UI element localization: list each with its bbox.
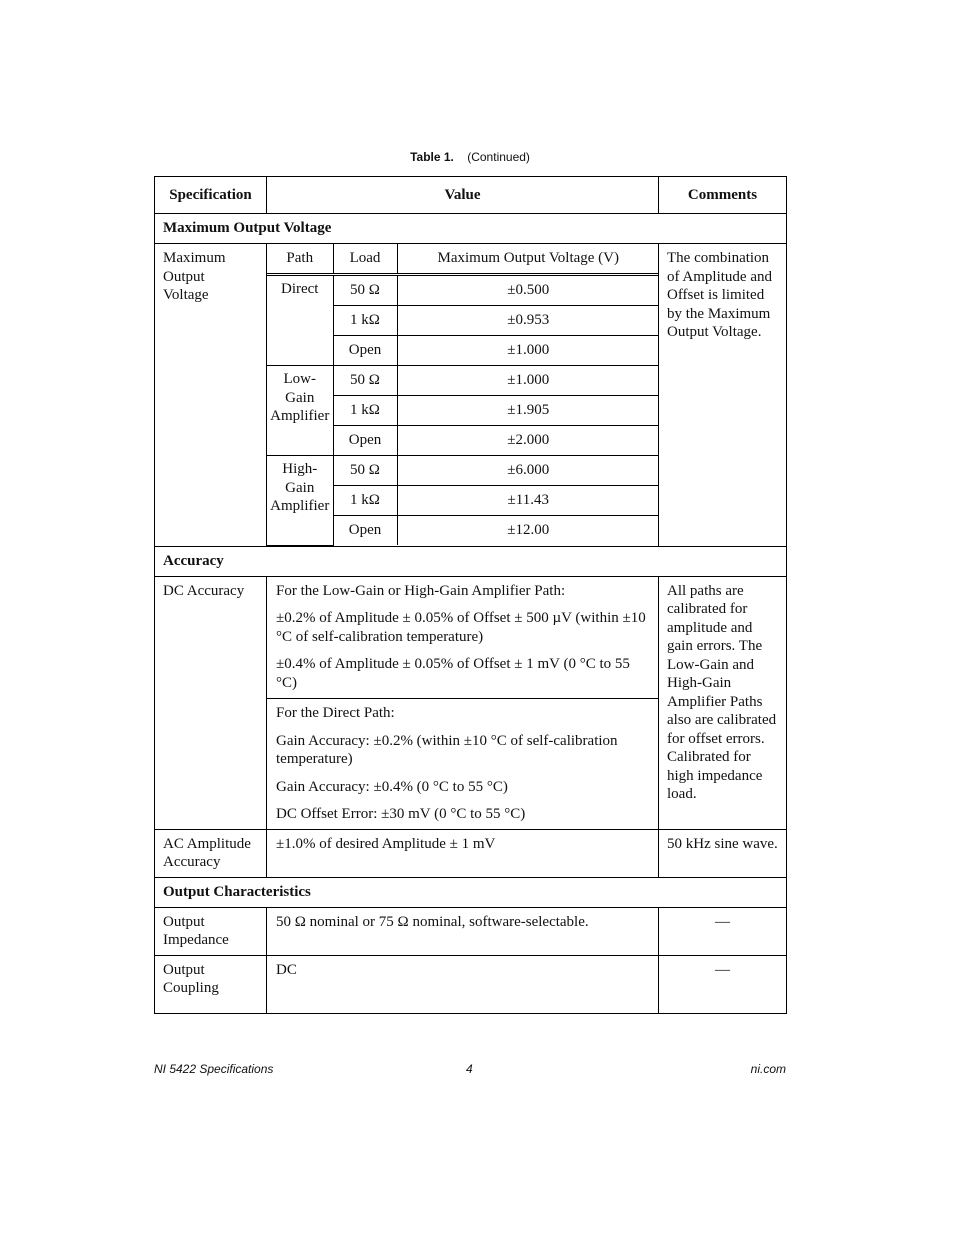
spec-ac-amplitude-accuracy: AC Amplitude Accuracy [155,829,267,877]
section-row [155,214,787,244]
load-cell: 50 Ω [333,275,397,306]
comment-dc-accuracy: All paths are calibrated for amplitude and gain errors. The Low-Gain and High-Gain Amplifier Paths also are calibrated for offset errors. Calibrated for high impedance load. [659,576,787,829]
comment-max-output: The combination of Amplitude and Offset is limited by the Maximum Output Voltage. [659,244,787,547]
spec-table [154,176,787,1014]
table-caption-label: Table 1. [410,150,454,164]
voltage-cell: ±1.000 [397,366,659,396]
header-specification: Specification [155,177,267,214]
spec-dc-accuracy: DC Accuracy [155,576,267,829]
load-cell: Open [333,426,397,456]
amplifier-path-block [267,577,658,700]
section-row [155,877,787,907]
direct-path-intro: For the Direct Path: [276,705,395,721]
subtable-row [267,456,659,486]
footer-document-title: NI 5422 Specifications [154,1062,274,1076]
spec-output-coupling: Output Coupling [155,955,267,1013]
table-row [155,829,787,877]
load-cell: 50 Ω [333,366,397,396]
table-caption-text: (Continued) [467,150,530,164]
path-low-gain-line: Gain [285,389,315,406]
subheader-voltage: Maximum Output Voltage (V) [397,244,659,275]
table-row [155,244,787,547]
path-low-gain-line: Amplifier [270,408,330,424]
direct-path-block [267,699,658,829]
path-direct-label: Direct [281,281,319,297]
header-value: Value [267,177,659,214]
path-high-gain-line: Amplifier [270,498,330,514]
voltage-cell: ±6.000 [397,456,659,486]
voltage-cell: ±0.953 [397,306,659,336]
section-title-output: Output Characteristics [155,877,787,907]
value-ac-amplitude-accuracy: ±1.0% of desired Amplitude ± 1 mV [267,829,659,877]
voltage-subtable-cell [267,244,659,547]
header-comments: Comments [659,177,787,214]
voltage-cell: ±1.905 [397,396,659,426]
comment-ac-amplitude-accuracy: 50 kHz sine wave. [659,829,787,877]
amplifier-path-spec: ±0.2% of Amplitude ± 0.05% of Offset ± 500 µV (within ±10 °C of self-calibration temperature) [276,610,646,645]
voltage-cell: ±2.000 [397,426,659,456]
voltage-cell: ±0.500 [397,275,659,306]
table-caption [0,150,940,164]
path-high-gain [267,456,333,546]
voltage-subtable [267,244,659,546]
load-cell: 1 kΩ [333,306,397,336]
spec-max-output-voltage: Maximum Output Voltage [155,244,267,547]
voltage-cell: ±11.43 [397,486,659,516]
load-cell: Open [333,516,397,546]
direct-path-spec: Gain Accuracy: ±0.2% (within ±10 °C of self-calibration temperature) [276,732,618,767]
section-title-accuracy: Accuracy [155,546,787,576]
direct-path-spec: Gain Accuracy: ±0.4% (0 °C to 55 °C) [276,778,508,795]
voltage-cell: ±12.00 [397,516,659,546]
load-cell: 1 kΩ [333,396,397,426]
table-row [155,576,787,829]
subtable-row [267,366,659,396]
load-cell: Open [333,336,397,366]
load-cell: 1 kΩ [333,486,397,516]
subheader-load: Load [333,244,397,275]
voltage-cell: ±1.000 [397,336,659,366]
load-cell: 50 Ω [333,456,397,486]
path-high-gain-line: High- [282,461,318,477]
spec-output-impedance: Output Impedance [155,907,267,955]
table-header-row [155,177,787,214]
table-row [155,955,787,1013]
subtable-header-row [267,244,659,275]
comment-output-impedance: — [659,907,787,955]
footer-page-number: 4 [466,1062,473,1076]
direct-path-spec: DC Offset Error: ±30 mV (0 °C to 55 °C) [276,806,526,822]
comment-output-coupling: — [659,955,787,1013]
path-direct [267,275,333,366]
section-title-max-output: Maximum Output Voltage [155,214,787,244]
footer-website: ni.com [750,1062,786,1076]
path-high-gain-line: Gain [285,479,315,496]
amplifier-path-spec: ±0.4% of Amplitude ± 0.05% of Offset ± 1 mV (0 °C to 55 °C) [276,656,630,691]
section-row [155,546,787,576]
value-output-impedance: 50 Ω nominal or 75 Ω nominal, software-selectable. [267,907,659,955]
table-row [155,907,787,955]
subtable-row [267,275,659,306]
amplifier-path-intro: For the Low-Gain or High-Gain Amplifier Path: [276,582,566,599]
path-low-gain-line: Low- [283,371,316,387]
value-output-coupling: DC [267,955,659,1013]
path-low-gain [267,366,333,456]
subheader-path: Path [267,244,333,275]
dc-accuracy-value [267,576,659,829]
